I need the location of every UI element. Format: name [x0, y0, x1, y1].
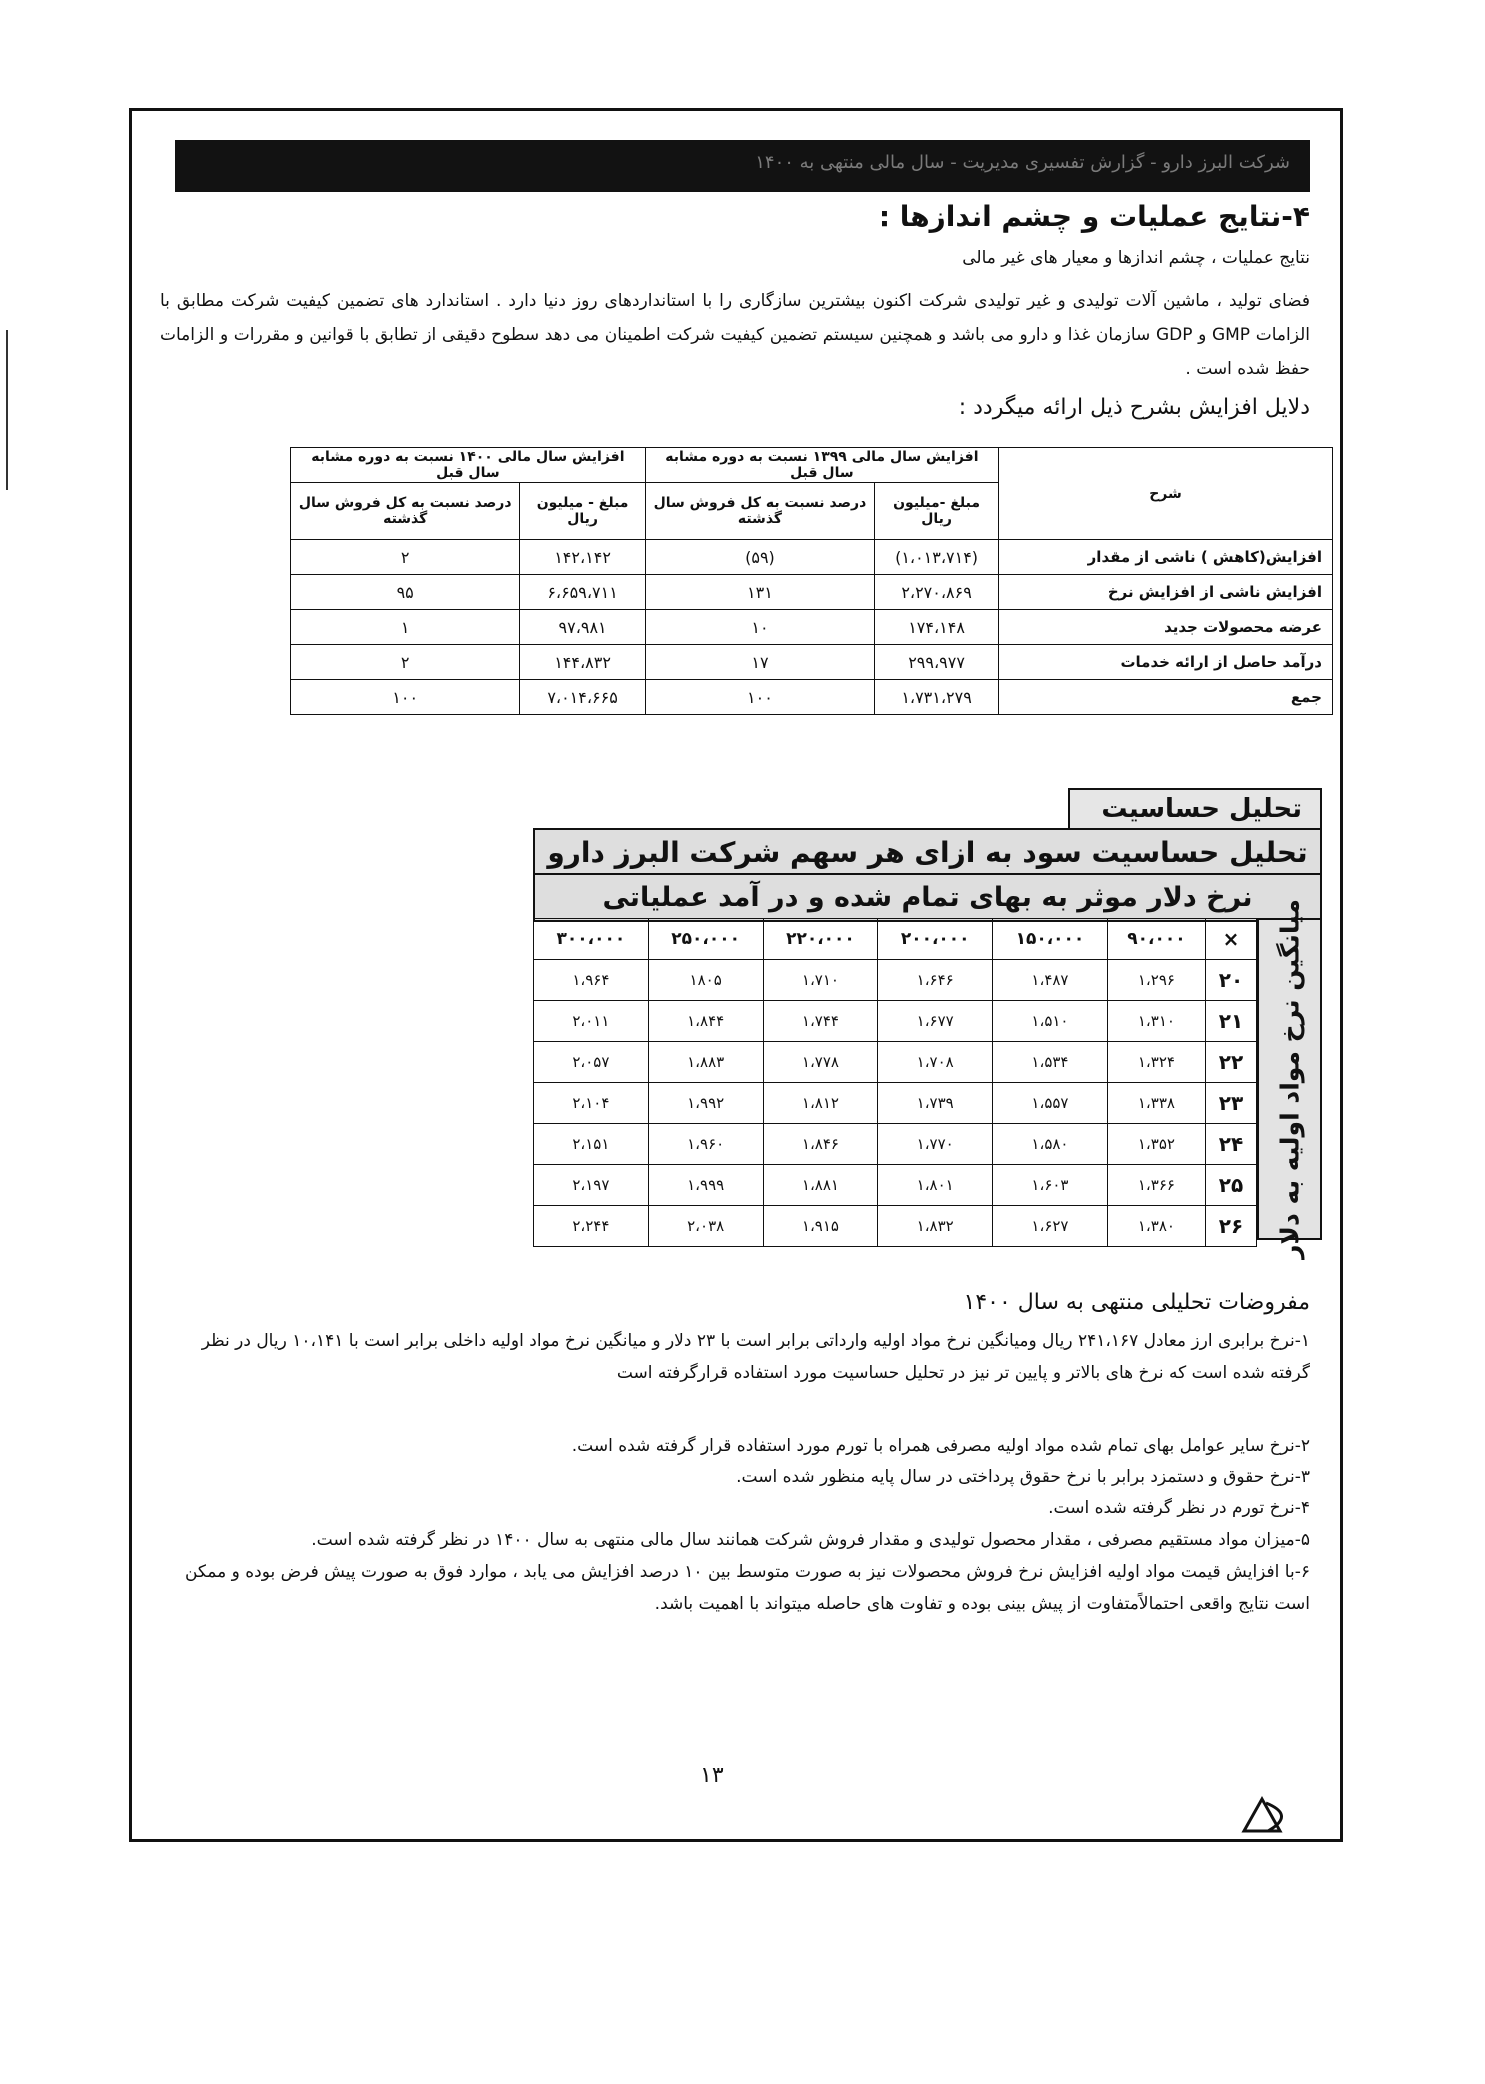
cell-percent-1399: (۵۹) [645, 540, 874, 575]
table-cell: ۱۸۰۵ [648, 960, 763, 1001]
assumptions-title: مفروضات تحلیلی منتهی به سال ۱۴۰۰ [963, 1290, 1310, 1315]
increase-table [290, 447, 1333, 715]
margin-mark [6, 330, 8, 490]
assumption-item-2: ۲-نرخ سایر عوامل بهای تمام شده مواد اولیه مصرفی همراه با تورم مورد استفاده قرار گرفته شده است. [571, 1436, 1310, 1456]
row-desc: افزایش ناشی از افزایش نرخ [999, 575, 1333, 610]
row-header: ۲۵ [1206, 1165, 1257, 1206]
cell-percent-1399: ۱۳۱ [645, 575, 874, 610]
table-cell: ۱،۸۴۶ [763, 1124, 878, 1165]
table-cell: ۱،۵۱۰ [993, 1001, 1108, 1042]
table-cell: ۱،۳۳۸ [1107, 1083, 1205, 1124]
table-cell: ۱،۸۸۱ [763, 1165, 878, 1206]
header-amount-1399: مبلغ -میلیون ریال [875, 483, 999, 540]
cell-amount-1399: ۱۷۴،۱۴۸ [875, 610, 999, 645]
sensitivity-side-label: میانگین نرخ مواد اولیه به دلار [1275, 899, 1304, 1259]
table-cell: ۱،۸۳۲ [878, 1206, 993, 1247]
table-cell: ۱،۷۱۰ [763, 960, 878, 1001]
cell-percent-1399: ۱۷ [645, 645, 874, 680]
sensitivity-side-box [1257, 899, 1322, 1259]
table-cell: ۲،۰۱۱ [534, 1001, 649, 1042]
row-header: ۲۴ [1206, 1124, 1257, 1165]
row-header: ۲۲ [1206, 1042, 1257, 1083]
table-row [534, 1206, 1257, 1247]
column-header: ۳۰۰،۰۰۰ [534, 919, 649, 960]
row-desc: افزایش(کاهش ) ناشی از مقدار [999, 540, 1333, 575]
section-title: ۴-نتایج عملیات و چشم اندازها : [878, 200, 1310, 233]
section-subtitle: نتایج عملیات ، چشم اندازها و معیار های غیر مالی [962, 248, 1310, 268]
table-row [534, 1124, 1257, 1165]
cell-percent-1400: ۱ [291, 610, 520, 645]
table-cell: ۲،۱۰۴ [534, 1083, 649, 1124]
table-cell: ۲،۱۵۱ [534, 1124, 649, 1165]
table-cell: ۱،۵۳۴ [993, 1042, 1108, 1083]
sensitivity-label: تحلیل حساسیت [1101, 794, 1302, 824]
table-cell: ۱،۶۰۳ [993, 1165, 1108, 1206]
table-cell: ۱،۸۴۴ [648, 1001, 763, 1042]
table-cell: ۱،۷۷۰ [878, 1124, 993, 1165]
cell-percent-1400: ۹۵ [291, 575, 520, 610]
assumption-item-4: ۴-نرخ تورم در نظر گرفته شده است. [1048, 1498, 1310, 1518]
table-cell: ۱،۶۷۷ [878, 1001, 993, 1042]
table-row [534, 1001, 1257, 1042]
cell-amount-1400: ۷،۰۱۴،۶۶۵ [520, 680, 645, 715]
table-cell: ۱،۷۳۹ [878, 1083, 993, 1124]
assumption-item-5: ۵-میزان مواد مستقیم مصرفی ، مقدار محصول تولیدی و مقدار فروش شرکت همانند سال مالی منتهی به سال ۱۴۰۰ در نظر گرفته شده است. [311, 1530, 1310, 1550]
table-cell: ۱،۷۴۴ [763, 1001, 878, 1042]
table-cell: ۱،۹۶۰ [648, 1124, 763, 1165]
sensitivity-table [533, 918, 1257, 1247]
table-cell: ۱،۸۱۲ [763, 1083, 878, 1124]
table-cell: ۱،۳۵۲ [1107, 1124, 1205, 1165]
section-paragraph: فضای تولید ، ماشین آلات تولیدی و غیر تولیدی شرکت اکنون بیشترین سازگاری را با استانداردهای روز دنیا دارد . استاندارد های تضمین کیفیت شرکت مطابق با الزامات GMP و GDP سازمان غذا و دارو می باشد و همچنین سیستم تضمین کیفیت شرکت اطمینان می دهد سطوح دقیقی از تطابق با قوانین و مقررات و الزامات حفظ شده است . [160, 291, 1310, 379]
table-cell: ۱،۹۹۲ [648, 1083, 763, 1124]
sensitivity-subtitle: نرخ دلار موثر به بهای تمام شده و در آمد عملیاتی [533, 873, 1322, 922]
header-desc: شرح [999, 448, 1333, 540]
cell-percent-1400: ۱۰۰ [291, 680, 520, 715]
table-row [291, 610, 1333, 645]
table-row [534, 1083, 1257, 1124]
header-group-1400: افزایش سال مالی ۱۴۰۰ نسبت به دوره مشابه سال قبل [291, 448, 646, 483]
row-header: ۲۳ [1206, 1083, 1257, 1124]
table-cell: ۱،۶۴۶ [878, 960, 993, 1001]
table-row [291, 575, 1333, 610]
cell-percent-1399: ۱۰۰ [645, 680, 874, 715]
table-cell: ۲،۲۴۴ [534, 1206, 649, 1247]
table-row [534, 960, 1257, 1001]
table-row [291, 540, 1333, 575]
cell-amount-1400: ۱۴۴،۸۳۲ [520, 645, 645, 680]
table-cell: ۱،۸۸۳ [648, 1042, 763, 1083]
cell-percent-1400: ۲ [291, 540, 520, 575]
row-header: ۲۶ [1206, 1206, 1257, 1247]
row-desc: درآمد حاصل از ارائه خدمات [999, 645, 1333, 680]
column-header: ۲۰۰،۰۰۰ [878, 919, 993, 960]
cell-amount-1399: ۲،۲۷۰،۸۶۹ [875, 575, 999, 610]
header-group-1399: افزایش سال مالی ۱۳۹۹ نسبت به دوره مشابه سال قبل [645, 448, 998, 483]
cell-amount-1400: ۹۷،۹۸۱ [520, 610, 645, 645]
column-header: ۱۵۰،۰۰۰ [993, 919, 1108, 960]
table-cell: ۱،۹۹۹ [648, 1165, 763, 1206]
corner-cell: × [1206, 919, 1257, 960]
table-cell: ۱،۲۹۶ [1107, 960, 1205, 1001]
table-cell: ۱،۹۱۵ [763, 1206, 878, 1247]
table-cell: ۱،۳۸۰ [1107, 1206, 1205, 1247]
row-header: ۲۰ [1206, 960, 1257, 1001]
table-cell: ۲،۱۹۷ [534, 1165, 649, 1206]
table-row [534, 1165, 1257, 1206]
table-row [534, 1042, 1257, 1083]
table-cell: ۲،۰۳۸ [648, 1206, 763, 1247]
page-number: ۱۳ [700, 1763, 724, 1788]
table-cell: ۱،۹۶۴ [534, 960, 649, 1001]
row-desc: عرضه محصولات جدید [999, 610, 1333, 645]
assumption-item-1: ۱-نرخ برابری ارز معادل ۲۴۱،۱۶۷ ریال ومیانگین نرخ مواد اولیه وارداتی برابر است با ۲۳ دلار و میانگین نرخ مواد اولیه داخلی برابر است با ۱۰،۱۴۱ ریال در نظر گرفته شده است که نرخ های بالاتر و پایین تر نیز در تحلیل حساسیت مورد استفاده قرارگرفته است [201, 1331, 1310, 1383]
column-header: ۲۵۰،۰۰۰ [648, 919, 763, 960]
table-cell: ۱،۵۸۰ [993, 1124, 1108, 1165]
reasons-title: دلایل افزایش بشرح ذیل ارائه میگردد : [958, 395, 1310, 420]
header-band [175, 140, 1310, 192]
cell-amount-1400: ۶،۶۵۹،۷۱۱ [520, 575, 645, 610]
table-row [291, 645, 1333, 680]
cell-percent-1400: ۲ [291, 645, 520, 680]
company-logo-icon [1240, 1795, 1300, 1835]
assumption-item-6: ۶-با افزایش قیمت مواد اولیه افزایش نرخ فروش محصولات نیز به صورت متوسط بین ۱۰ درصد افزایش می یابد ، موارد فوق به صورت پیش فرض بوده و ممکن است نتایج واقعی احتمالاًمتفاوت از پیش بینی بوده و تفاوت های حاصله میتواند با اهمیت باشد. [184, 1562, 1310, 1614]
cell-amount-1399: (۱،۰۱۳،۷۱۴) [875, 540, 999, 575]
row-desc: جمع [999, 680, 1333, 715]
header-percent-1399: درصد نسبت به کل فروش سال گذشته [645, 483, 874, 540]
cell-amount-1399: ۲۹۹،۹۷۷ [875, 645, 999, 680]
table-cell: ۱،۸۰۱ [878, 1165, 993, 1206]
table-cell: ۱،۳۱۰ [1107, 1001, 1205, 1042]
table-cell: ۱،۶۲۷ [993, 1206, 1108, 1247]
table-cell: ۱،۳۲۴ [1107, 1042, 1205, 1083]
table-cell: ۱،۷۰۸ [878, 1042, 993, 1083]
column-header: ۹۰،۰۰۰ [1107, 919, 1205, 960]
table-cell: ۱،۴۸۷ [993, 960, 1108, 1001]
cell-percent-1399: ۱۰ [645, 610, 874, 645]
cell-amount-1400: ۱۴۲،۱۴۲ [520, 540, 645, 575]
table-cell: ۲،۰۵۷ [534, 1042, 649, 1083]
sensitivity-label-box [1068, 788, 1322, 830]
table-row-total [291, 680, 1333, 715]
row-header: ۲۱ [1206, 1001, 1257, 1042]
table-cell: ۱،۷۷۸ [763, 1042, 878, 1083]
cell-amount-1399: ۱،۷۳۱،۲۷۹ [875, 680, 999, 715]
header-percent-1400: درصد نسبت به کل فروش سال گذشته [291, 483, 520, 540]
table-cell: ۱،۵۵۷ [993, 1083, 1108, 1124]
table-cell: ۱،۳۶۶ [1107, 1165, 1205, 1206]
header-band-text: شرکت البرز دارو - گزارش تفسیری مدیریت - سال مالی منتهی به ۱۴۰۰ [755, 152, 1290, 173]
column-header: ۲۲۰،۰۰۰ [763, 919, 878, 960]
assumption-item-3: ۳-نرخ حقوق و دستمزد برابر با نرخ حقوق پرداختی در سال پایه منظور شده است. [736, 1467, 1310, 1487]
header-amount-1400: مبلغ - میلیون ریال [520, 483, 645, 540]
sensitivity-title: تحلیل حساسیت سود به ازای هر سهم شرکت البرز دارو [533, 828, 1322, 877]
